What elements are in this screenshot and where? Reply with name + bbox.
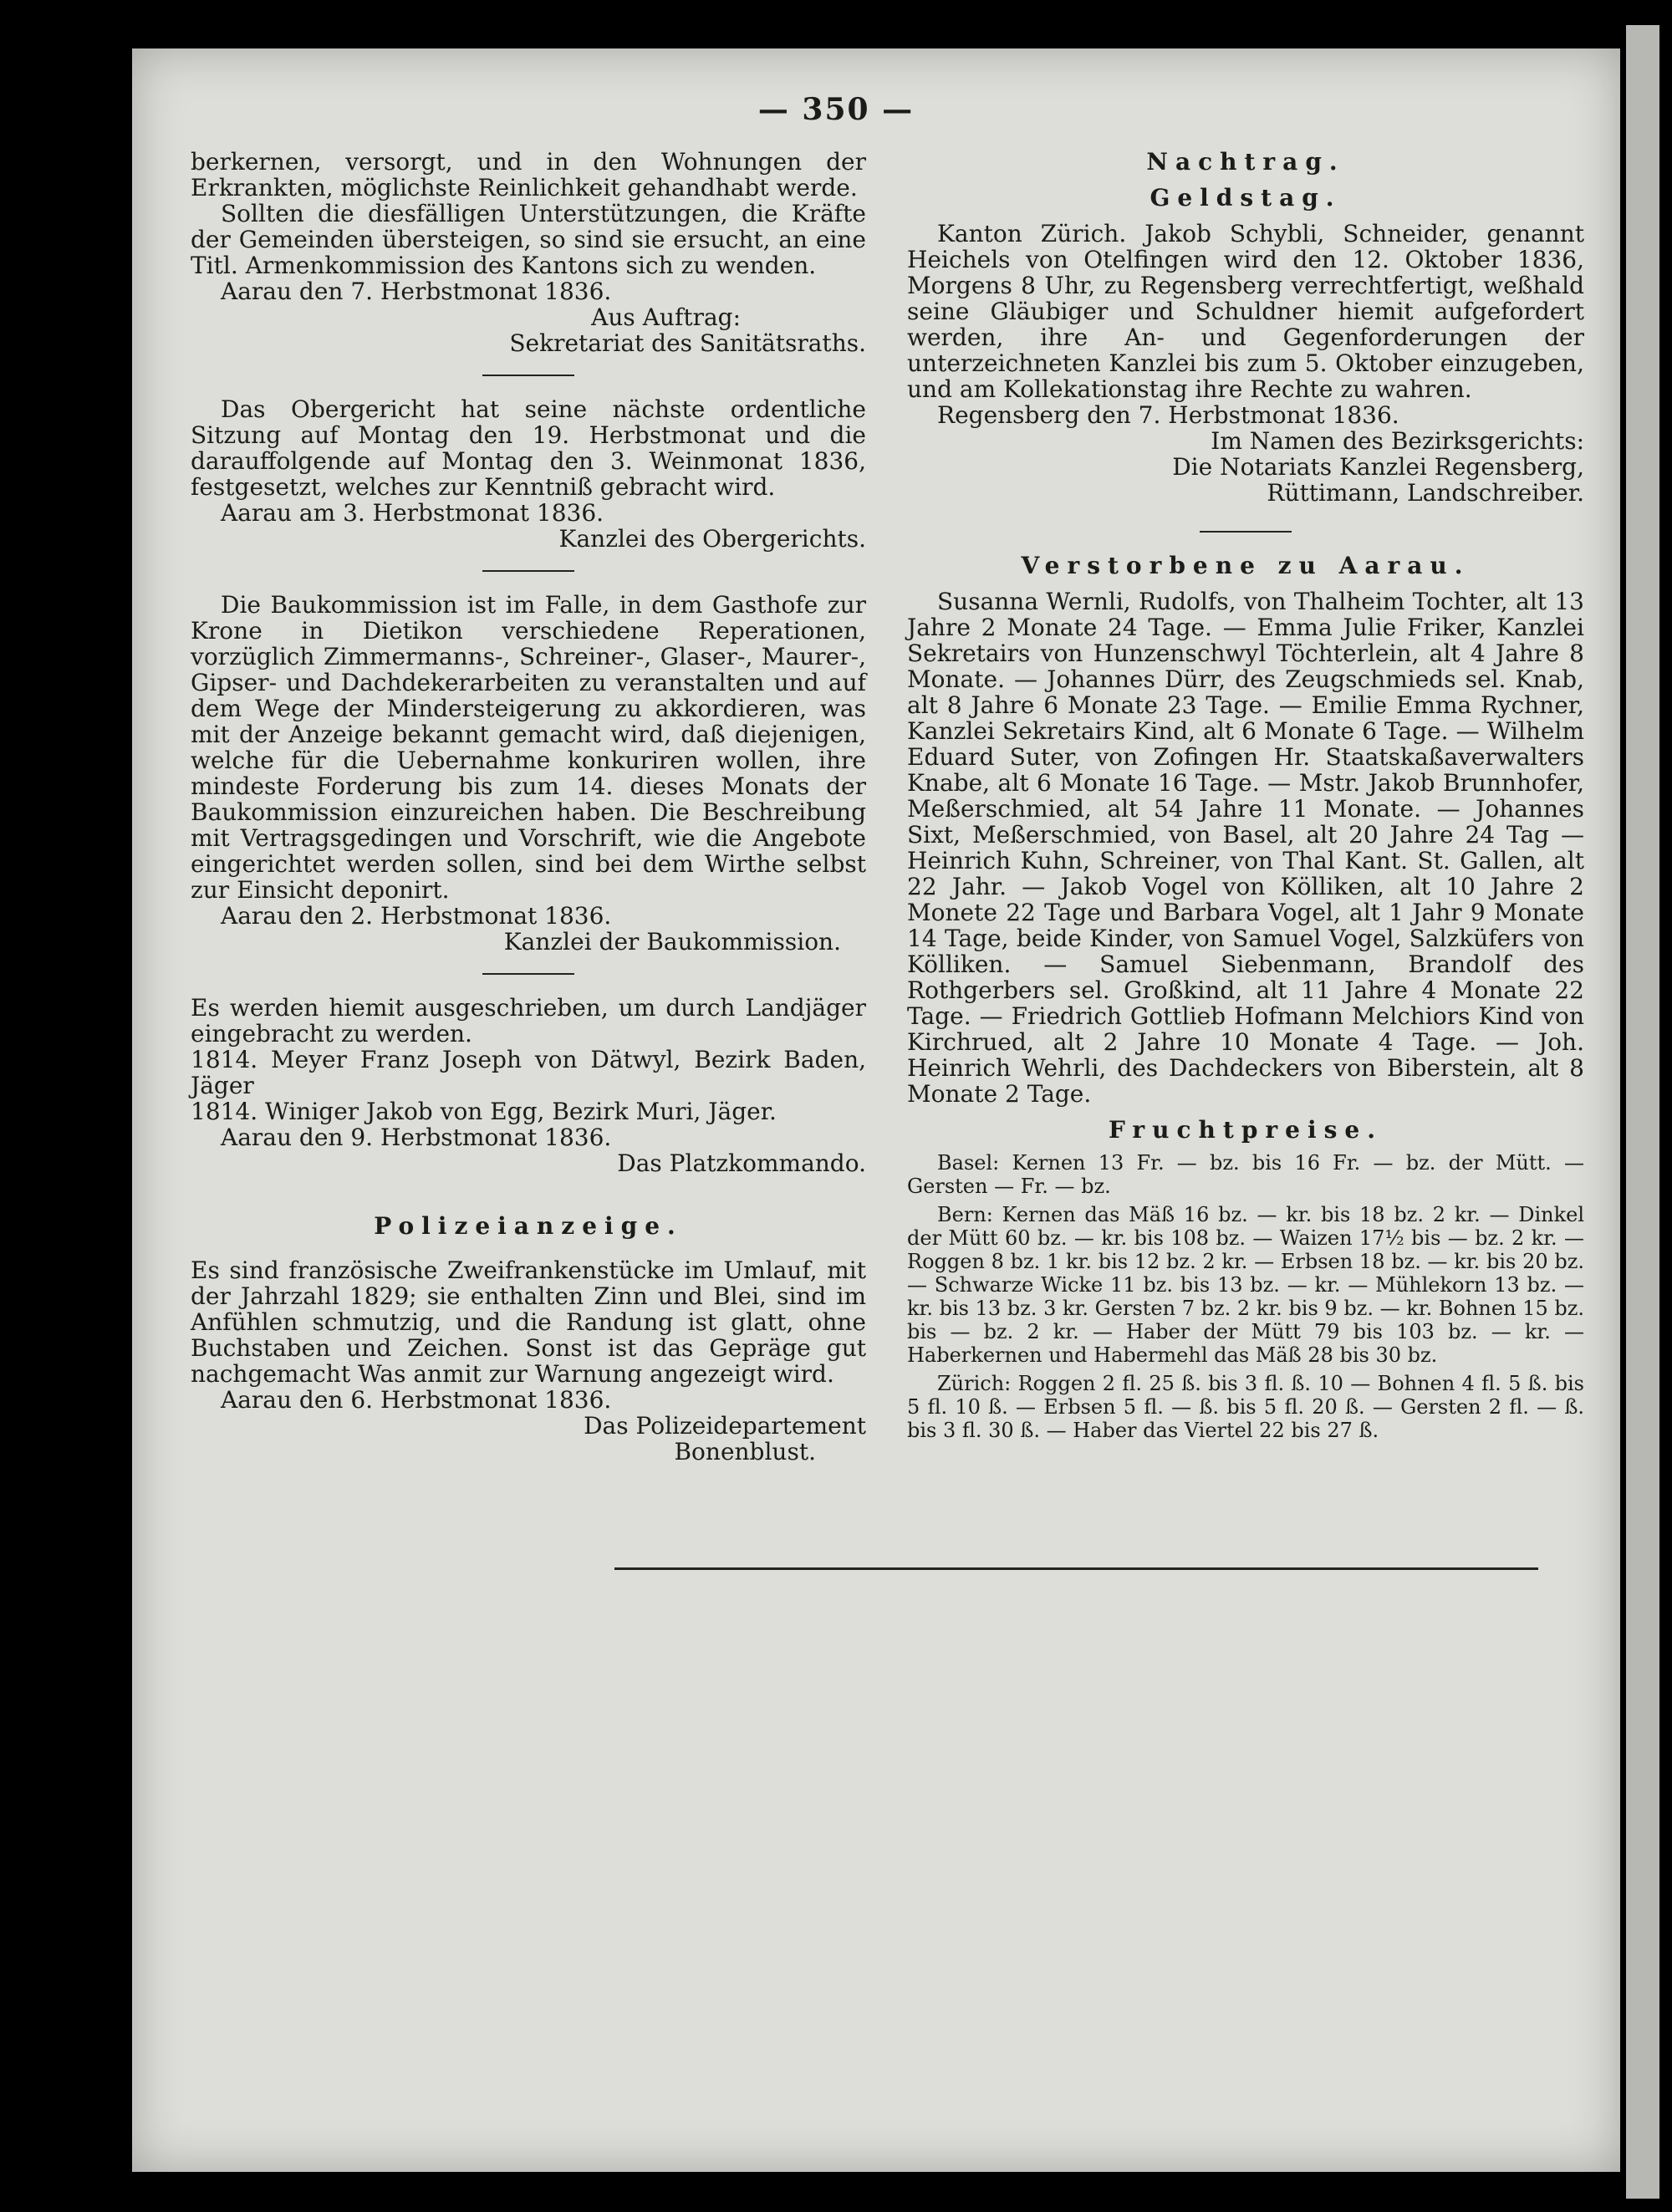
notice-signature: Die Notariats Kanzlei Regensberg, [1172,453,1584,481]
wanted-entry: 1814. Meyer Franz Joseph von Dätwyl, Bezirk Baden, Jäger [191,1046,866,1099]
notice-signature: Kanzlei des Obergerichts. [558,525,866,553]
section-heading-geldstag: Geldstag. [1150,184,1342,212]
notice-obergericht: Das Obergericht hat seine nächste ordentliche Sitzung auf Montag den 19. Herbstmonat und die darauffolgende auf Montag den 3. Weinmonat 1836, festgesetzt, welches zur Kenntniß gebracht wird. [191,395,866,501]
notice-date: Regensberg den 7. Herbstmonat 1836. [937,401,1399,429]
section-heading-nachtrag: Nachtrag. [1146,148,1345,176]
separator-rule [482,570,574,572]
notice-polizeianzeige: Es sind französische Zweifrankenstücke im Umlauf, mit der Jahrzahl 1829; sie enthalten Zinn und Blei, sind im Anfühlen schmutzig, und die Randung ist glatt, ohne Buchstaben und Zeichen. Sonst ist das Gepräge gut nachgemacht Was anmit zur Warnung angezeigt wird. [191,1256,866,1388]
notice-date: Aarau den 2. Herbstmonat 1836. [221,902,612,930]
paragraph-support-note: Sollten die diesfälligen Unterstützungen, die Kräfte der Gemeinden übersteigen, so sind sie ersucht, an eine Titl. Armenkommission des Kantons sich zu wenden. [191,200,866,279]
notice-date: Aarau den 7. Herbstmonat 1836. [221,278,612,305]
notice-ausschreibung: Es werden hiemit ausgeschrieben, um durch Landjäger eingebracht zu werden. [191,994,866,1047]
prices-bern: Bern: Kernen das Mäß 16 bz. — kr. bis 18 bz. 2 kr. — Dinkel der Mütt 60 bz. — kr. bis 108 bz. — Waizen 17½ bis — bz. 2 kr. — Roggen 8 bz. 1 kr. bis 12 bz. 2 kr. — Erbsen 18 bz. — kr. bis 20 bz. — Schwarze Wicke 11 bz. bis 13 bz. — kr. — Mühlekorn 13 bz. — kr. bis 13 bz. 3 kr. Gersten 7 bz. 2 kr. bis 9 bz. — kr. Bohnen 15 bz. bis — bz. 2 kr. — Haber der Mütt 79 bis 103 bz. — kr. — Haberkernen und Habermehl das Mäß 28 bis 30 bz. [907,1203,1584,1367]
notice-signature: Rüttimann, Landschreiber. [1267,479,1584,507]
section-heading-polizeianzeige: Polizeianzeige. [374,1212,683,1240]
prices-zuerich: Zürich: Roggen 2 fl. 25 ß. bis 3 fl. ß. 10 — Bohnen 4 fl. 5 ß. bis 5 fl. 10 ß. — Erbsen 5 fl. — ß. bis 5 fl. 20 ß. — Gersten 2 fl. — ß. bis 3 fl. 30 ß. — Haber das Viertel 22 bis 27 ß. [907,1372,1584,1442]
notice-geldstag: Kanton Zürich. Jakob Schybli, Schneider, genannt Heichels von Otelfingen wird den 12. Oktober 1836, Morgens 8 Uhr, zu Regensberg verrechtfertigt, weßhald seine Gläubiger und Schuldner hiemit aufgefordert werden, ihre An- und Gegenforderungen der unterzeichneten Kanzlei bis zum 5. Oktober einzugeben, und am Kollekationstag ihre Rechte zu wahren. [907,220,1584,403]
death-notices: Susanna Wernli, Rudolfs, von Thalheim Tochter, alt 13 Jahre 2 Monate 24 Tage. — Emma Julie Friker, Kanzlei Sekretairs von Hunzenschwyl Töchterlein, alt 4 Jahre 8 Monate. — Johannes Dürr, des Zeugschmieds sel. Knab, alt 8 Jahre 6 Monate 23 Tage. — Emilie Emma Rychner, Kanzlei Sekretairs Kind, alt 6 Monate 6 Tage. — Wilhelm Eduard Suter, von Zofingen Hr. Staatskaßaverwalters Knabe, alt 6 Monate 16 Tage. — Mstr. Jakob Brunnhofer, Meßerschmied, alt 54 Jahre 11 Monate. — Johannes Sixt, Meßerschmied, von Basel, alt 20 Jahre 24 Tag — Heinrich Kuhn, Schreiner, von Thal Kant. St. Gallen, alt 22 Jahr. — Jakob Vogel von Kölliken, alt 10 Jahre 2 Monete 22 Tage und Barbara Vogel, alt 1 Jahr 9 Monate 14 Tage, beide Kinder, von Samuel Vogel, Salzküfers von Kölliken. — Samuel Siebenmann, Brandolf des Rothgerbers sel. Großkind, alt 11 Jahre 4 Monate 22 Tage. — Friedrich Gottlieb Hofmann Melchiors Kind von Kirchrued, alt 2 Jahre 10 Monate 4 Tage. — Joh. Heinrich Wehrli, des Dachdeckers von Biberstein, alt 8 Monate 2 Tage. [907,588,1584,1108]
notice-signature: Im Namen des Bezirksgerichts: [1211,427,1584,455]
separator-rule [1200,531,1292,533]
notice-date: Aarau den 6. Herbstmonat 1836. [221,1386,612,1414]
wanted-entry: 1814. Winiger Jakob von Egg, Bezirk Muri, Jäger. [191,1098,777,1125]
notice-date: Aarau den 9. Herbstmonat 1836. [221,1124,612,1151]
section-heading-fruchtpreise: Fruchtpreise. [1109,1116,1383,1144]
notice-signature: Bonenblust. [674,1438,816,1465]
section-heading-verstorbene: Verstorbene zu Aarau. [1021,552,1471,579]
notice-signature: Das Polizeidepartement [584,1412,866,1440]
bottom-rule [614,1567,1538,1570]
notice-signature: Sekretariat des Sanitätsraths. [509,329,866,357]
prices-basel: Basel: Kernen 13 Fr. — bz. bis 16 Fr. — bz. der Mütt. — Gersten — Fr. — bz. [907,1151,1584,1198]
left-column [191,149,866,1465]
paragraph-continuation: berkernen, versorgt, und in den Wohnungen der Erkrankten, möglichste Reinlichkeit gehandhabt werde. [191,148,866,201]
notice-baukommission: Die Baukommission ist im Falle, in dem Gasthofe zur Krone in Dietikon verschiedene Reperationen, vorzüglich Zimmermanns-, Schreiner-, Glaser-, Maurer-, Gipser- und Dachdekerarbeiten zu veranstalten und auf dem Wege der Mindersteigerung zu akkordieren, was mit der Anzeige bekannt gemacht wird, daß diejenigen, welche für die Uebernahme konkuriren wollen, ihre mindeste Forderung bis zum 14. dieses Monats der Baukommission einzureichen haben. Die Beschreibung mit Vertragsgedingen und Vorschrift, wie die Angebote eingerichtet werden sollen, sind bei dem Wirthe selbst zur Einsicht deponirt. [191,591,866,904]
separator-rule [482,973,574,975]
page-number: — 350 — [757,92,915,127]
adjacent-page-edge [1626,25,1659,2199]
notice-signature: Das Platzkommando. [617,1149,866,1177]
notice-signature: Aus Auftrag: [591,303,741,331]
notice-date: Aarau am 3. Herbstmonat 1836. [221,499,604,527]
notice-signature: Kanzlei der Baukommission. [503,928,841,956]
right-column [907,149,1584,1442]
separator-rule [482,375,574,376]
